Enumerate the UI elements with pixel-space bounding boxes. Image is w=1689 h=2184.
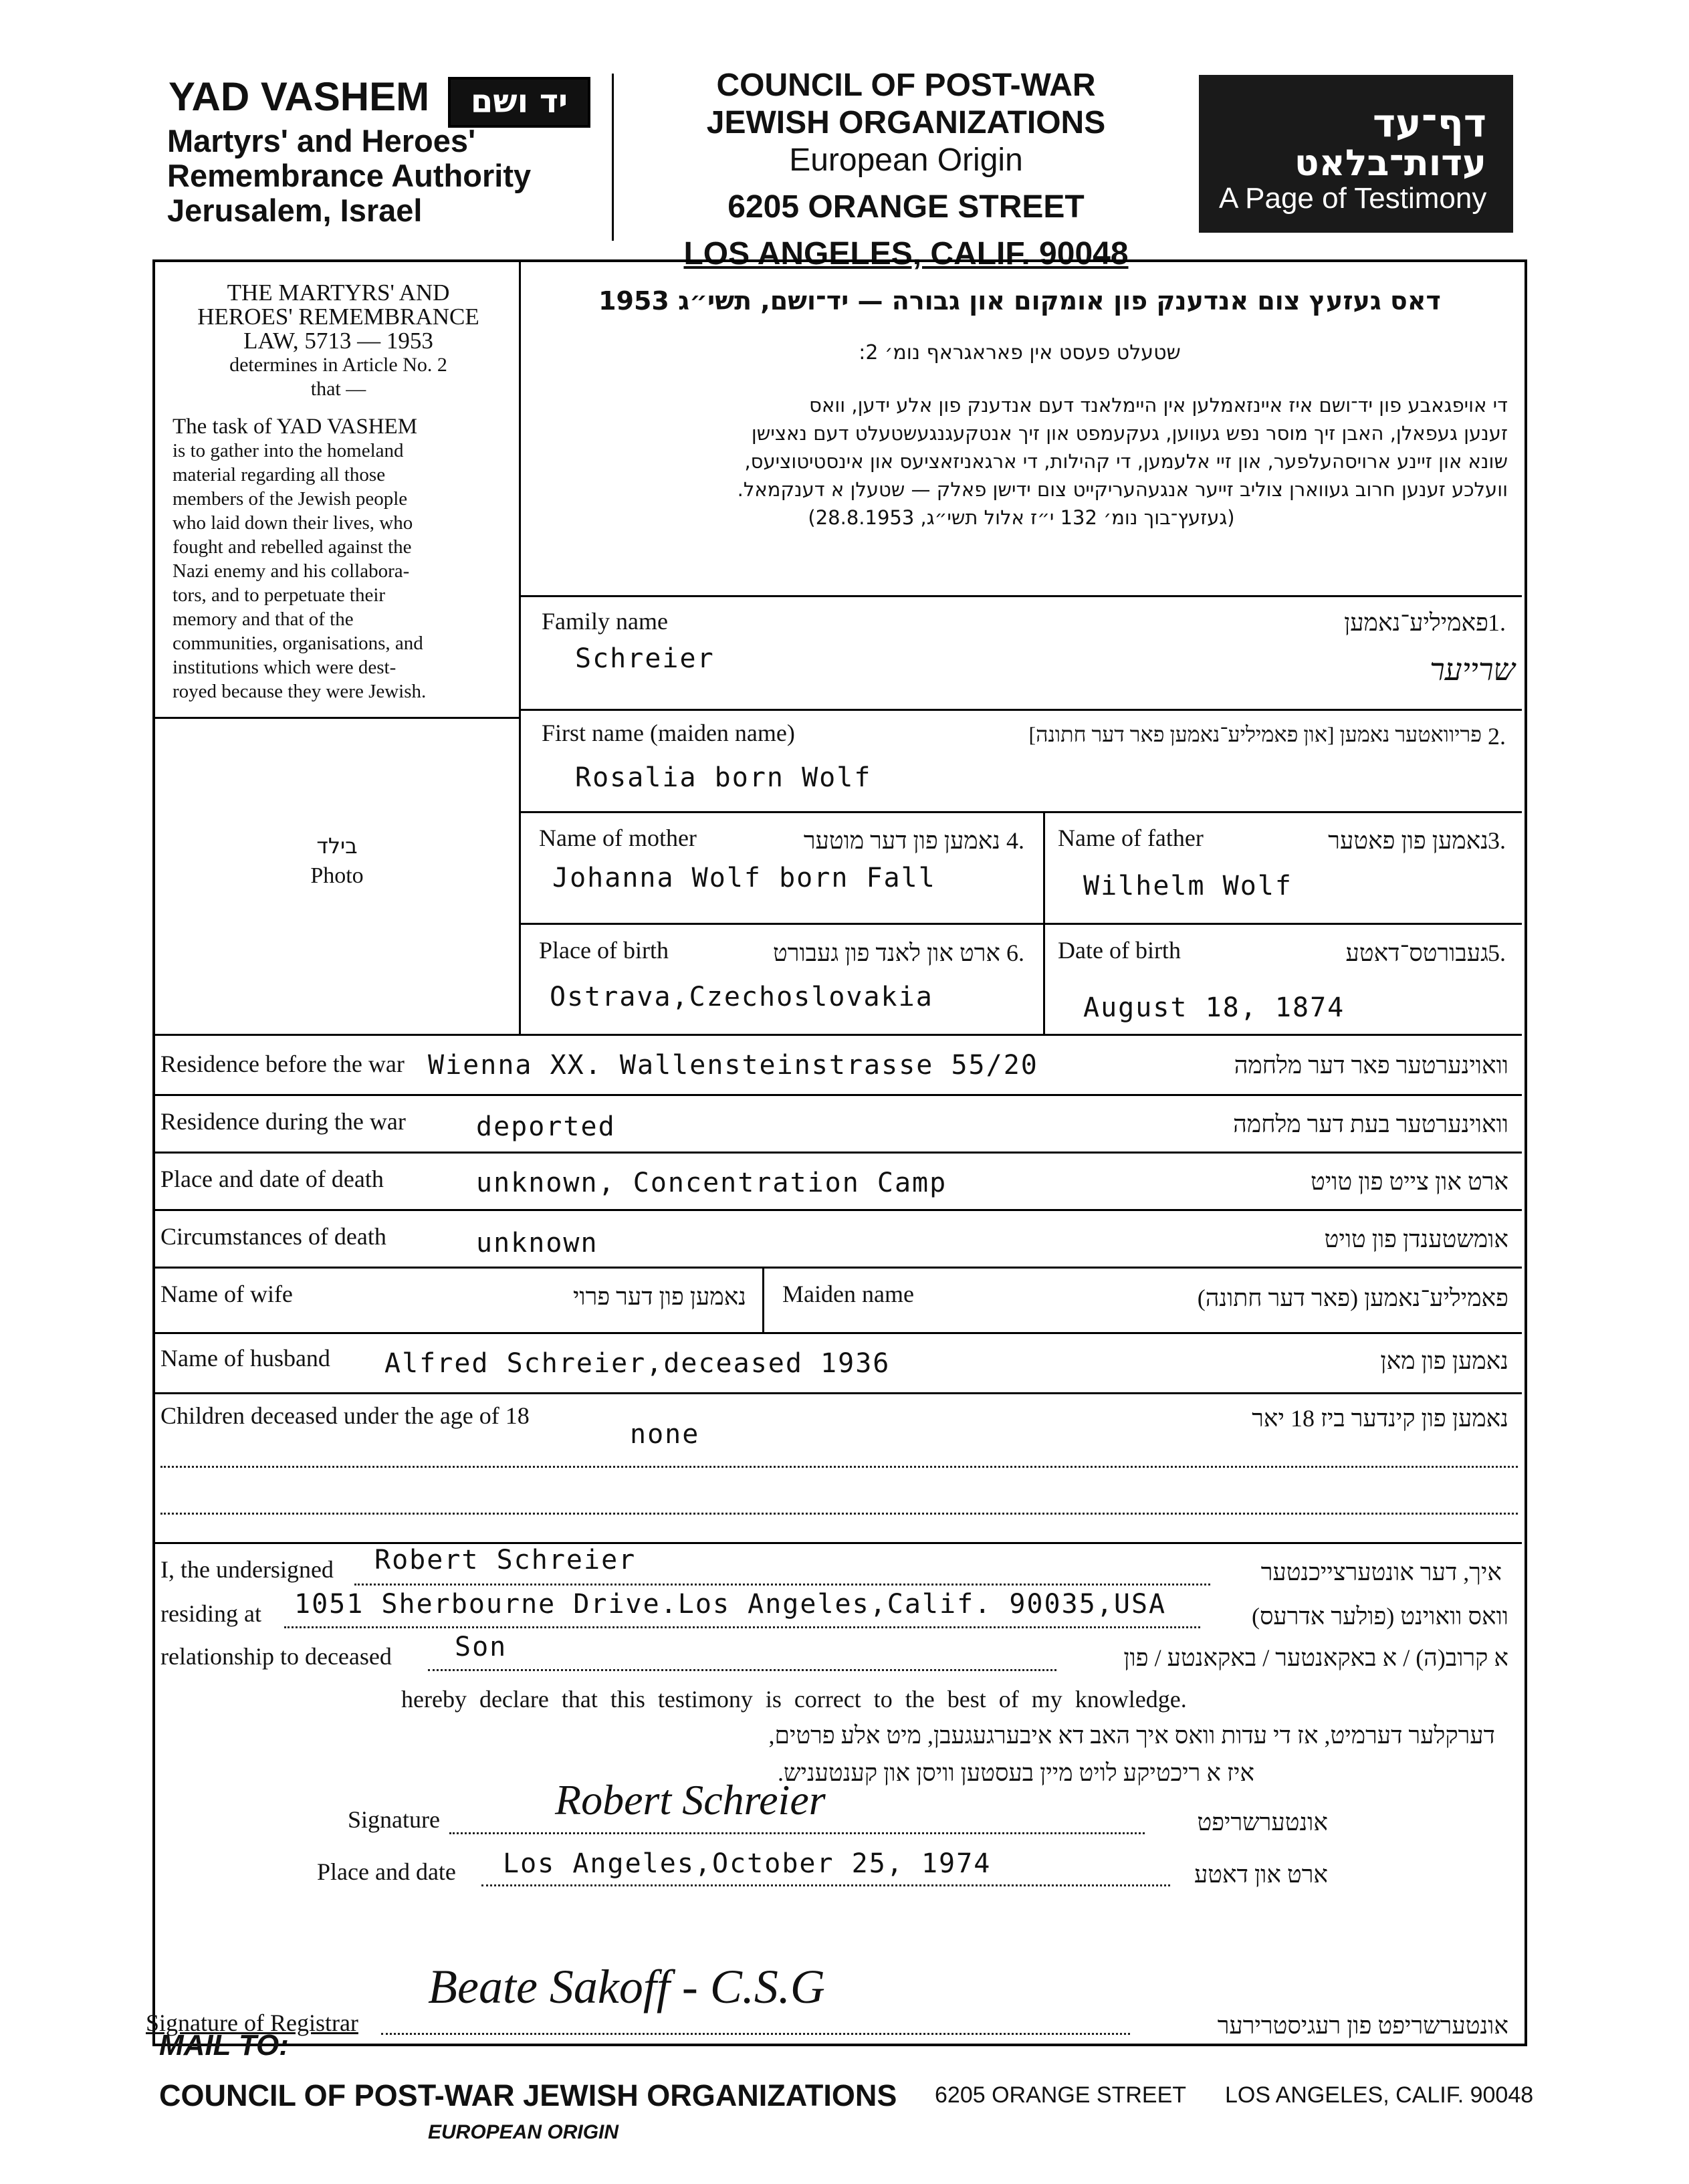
law-heading-line: HEROES' REMEMBRANCE bbox=[197, 304, 479, 330]
photo-label-hebrew: בילד bbox=[316, 833, 358, 859]
relationship-value: Son bbox=[455, 1632, 508, 1662]
first-name-hebrew: פריוואטער נאמען [און פאמיליע־נאמען פאר דער חתונה] bbox=[1028, 722, 1482, 746]
mother-name-num: 4. bbox=[1006, 827, 1024, 854]
residence-during-value: deported bbox=[476, 1111, 616, 1142]
law-body bbox=[173, 415, 512, 703]
registrar-signature: Beate Sakoff - C.S.G bbox=[428, 1960, 825, 2013]
place-date-line bbox=[481, 1884, 1170, 1886]
residence-during-hebrew: וואוינערטער בעת דער מלחמה bbox=[1233, 1111, 1508, 1137]
row-divider bbox=[155, 1542, 1522, 1544]
yiddish-law-line: זענען געפאלן, האבן זיך מוסר נפש געווען, געקעמפט און זיך אנטקעגנגעשטעלט דעם נאצישן bbox=[751, 422, 1508, 445]
header-divider bbox=[612, 74, 614, 241]
undersigned-label: I, the undersigned bbox=[160, 1556, 334, 1583]
declaration-statement: hereby declare that this testimony is correct to the best of my knowledge. bbox=[401, 1686, 1187, 1713]
signature-line bbox=[449, 1832, 1145, 1834]
birth-place-hebrew: ארט און לאנד פון געבורט bbox=[773, 940, 1000, 966]
footer-street: 6205 ORANGE STREET bbox=[935, 2082, 1187, 2108]
father-name-value: Wilhelm Wolf bbox=[1083, 871, 1292, 901]
row-divider bbox=[155, 1034, 1522, 1036]
org-address bbox=[167, 124, 531, 228]
law-body-line: institutions which were dest- bbox=[173, 657, 397, 678]
signature-hebrew: אונטערשריפט bbox=[1197, 1809, 1328, 1836]
residence-before-value: Wienna XX. Wallensteinstrasse 55/20 bbox=[428, 1050, 1038, 1081]
birth-date-value: August 18, 1874 bbox=[1083, 992, 1345, 1023]
badge-hebrew-1: דף־עד bbox=[1372, 100, 1486, 146]
children-line bbox=[160, 1466, 1518, 1468]
yiddish-law-line: שונא און זיינע ארויסהעלפער, און זיי אלעמען, די קהילות, די ארגאניזאציעס און אינסטיטוציעס, bbox=[744, 450, 1508, 473]
yiddish-law-title: דאס געזעץ צום אנדענק פון אומקום און גבורה — יד־ושם, תשי״ג 1953 bbox=[598, 286, 1441, 316]
father-name-num: 3. bbox=[1488, 827, 1506, 854]
place-date-hebrew: ארט און דאטע bbox=[1194, 1861, 1328, 1888]
row-divider bbox=[155, 1267, 1522, 1269]
yiddish-law-body bbox=[535, 391, 1508, 532]
law-heading-line: LAW, 5713 — 1953 bbox=[243, 328, 433, 354]
undersigned-line bbox=[354, 1584, 1210, 1586]
signature-value: Robert Schreier bbox=[555, 1776, 826, 1824]
birth-place-num: 6. bbox=[1006, 940, 1024, 966]
yiddish-law-line: וועלכע זענען חרוב געווארן צוליב זייער אנגעהעריקייט צום ידישן פאלק — שטעלן א דענקמאל. bbox=[737, 478, 1508, 501]
footer-city: LOS ANGELES, CALIF. 90048 bbox=[1225, 2082, 1534, 2108]
birth-date-label: Date of birth bbox=[1058, 937, 1181, 964]
family-name-label: Family name bbox=[542, 608, 668, 635]
family-name-handwritten: שרייער bbox=[1430, 653, 1515, 687]
registrar-label: Signature of Registrar bbox=[146, 2009, 358, 2036]
law-body-line: Nazi enemy and his collabora- bbox=[173, 560, 410, 582]
residence-before-label: Residence before the war bbox=[160, 1051, 405, 1077]
law-body-line: material regarding all those bbox=[173, 464, 386, 485]
org-line: Martyrs' and Heroes' bbox=[167, 123, 476, 158]
residing-hebrew: וואס וואוינט (פולער אדרעס) bbox=[1251, 1603, 1508, 1630]
law-body-line: memory and that of the bbox=[173, 609, 354, 630]
residing-label: residing at bbox=[160, 1600, 261, 1627]
law-heading bbox=[160, 281, 516, 401]
badge-english: A Page of Testimony bbox=[1219, 182, 1487, 215]
residence-before-hebrew: וואוינערטער פאר דער מלחמה bbox=[1234, 1052, 1508, 1079]
maiden-name-hebrew: פאמיליע־נאמען (פאר דער חתונה) bbox=[1197, 1285, 1508, 1311]
father-name-hebrew: נאמען פון פאטער bbox=[1328, 827, 1488, 854]
law-body-line: is to gather into the homeland bbox=[173, 440, 404, 461]
yad-vashem-title: YAD VASHEM bbox=[168, 74, 430, 119]
death-place-label: Place and date of death bbox=[160, 1166, 384, 1192]
mother-name-value: Johanna Wolf born Fall bbox=[552, 863, 936, 893]
mother-name-hebrew: נאמען פון דער מוטער bbox=[803, 827, 1000, 854]
council-title: COUNCIL OF POST-WAR bbox=[716, 68, 1096, 103]
registrar-line bbox=[381, 2033, 1130, 2035]
org-line: Remembrance Authority bbox=[167, 158, 532, 193]
row-divider bbox=[155, 1209, 1522, 1211]
death-place-hebrew: ארט און צייט פון טויט bbox=[1311, 1168, 1508, 1195]
registrar-hebrew: אונטערשריפט פון רעגיסטרירער bbox=[1217, 2012, 1508, 2039]
mail-to: MAIL TO: bbox=[159, 2029, 289, 2062]
col-divider bbox=[1043, 811, 1045, 1034]
law-body-line: The task of YAD VASHEM bbox=[173, 415, 418, 439]
place-date-label: Place and date bbox=[317, 1858, 456, 1885]
residing-line bbox=[284, 1626, 1200, 1628]
death-place-value: unknown, Concentration Camp bbox=[476, 1168, 947, 1198]
first-name-label: First name (maiden name) bbox=[542, 720, 795, 746]
children-line bbox=[160, 1513, 1518, 1515]
death-circumstances-label: Circumstances of death bbox=[160, 1223, 386, 1250]
yad-vashem-hebrew-logo: יד ושם bbox=[448, 77, 590, 128]
row-divider bbox=[155, 1152, 1522, 1154]
photo-area bbox=[155, 720, 519, 1034]
children-hebrew: נאמען פון קינדער ביז 18 יאר bbox=[1252, 1405, 1508, 1432]
first-name-value: Rosalia born Wolf bbox=[575, 762, 872, 793]
family-name-hebrew: פאמיליע־נאמען bbox=[1344, 609, 1488, 636]
relationship-hebrew: א קרוב(ה) / א באקאנטער / באקאנטע / פון bbox=[1123, 1644, 1508, 1671]
yad-vashem-logo bbox=[168, 74, 429, 120]
death-circumstances-value: unknown bbox=[476, 1228, 598, 1259]
children-value: none bbox=[630, 1419, 700, 1450]
yiddish-law-ref: (געזעץ־בוך נומ׳ 132 י״ז אלול תשי״ג, 28.8.1953) bbox=[808, 506, 1235, 529]
badge-hebrew-2: עדות־בלאט bbox=[1294, 142, 1486, 184]
wife-name-label: Name of wife bbox=[160, 1281, 293, 1307]
residing-value: 1051 Sherbourne Drive.Los Angeles,Calif. 90035,USA bbox=[294, 1589, 1167, 1620]
birth-place-label: Place of birth bbox=[539, 937, 669, 964]
row-divider bbox=[155, 1332, 1522, 1334]
children-label: Children deceased under the age of 18 bbox=[160, 1402, 530, 1429]
birth-place-value: Ostrava,Czechoslovakia bbox=[550, 982, 933, 1012]
col-divider bbox=[762, 1267, 764, 1332]
council-city: LOS ANGELES, CALIF. 90048 bbox=[683, 236, 1129, 271]
first-name-num: 2. bbox=[1488, 723, 1506, 750]
signature-label: Signature bbox=[348, 1806, 440, 1833]
birth-date-hebrew: געבורטס־דאטע bbox=[1345, 940, 1488, 966]
row-divider bbox=[155, 1094, 1522, 1096]
row-divider bbox=[519, 595, 1522, 597]
law-heading-line: determines in Article No. 2 bbox=[229, 354, 447, 376]
family-name-value: Schreier bbox=[575, 643, 715, 674]
undersigned-value: Robert Schreier bbox=[374, 1545, 637, 1575]
law-body-line: royed because they were Jewish. bbox=[173, 681, 427, 702]
death-circumstances-hebrew: אומשטענדן פון טויט bbox=[1324, 1226, 1508, 1252]
law-body-line: who laid down their lives, who bbox=[173, 512, 413, 534]
photo-label: Photo bbox=[310, 863, 364, 888]
residence-during-label: Residence during the war bbox=[160, 1108, 406, 1135]
father-name-label: Name of father bbox=[1058, 825, 1204, 851]
husband-name-value: Alfred Schreier,deceased 1936 bbox=[384, 1348, 891, 1379]
family-name-num: 1. bbox=[1488, 609, 1506, 636]
law-heading-line: that — bbox=[310, 378, 366, 400]
council-title-2: JEWISH ORGANIZATIONS bbox=[706, 105, 1106, 140]
place-date-value: Los Angeles,October 25, 1974 bbox=[503, 1848, 992, 1879]
council-block bbox=[659, 67, 1153, 273]
undersigned-hebrew: איך, דער אונטערצייכנטער bbox=[1260, 1559, 1502, 1586]
law-divider bbox=[155, 717, 519, 719]
declaration-hebrew-2: איז א ריכטיקע לויט מיין בעסטען וויסן און קענטעניש. bbox=[778, 1759, 1254, 1786]
husband-name-label: Name of husband bbox=[160, 1345, 330, 1372]
yiddish-law-subtitle: שטעלט פעסט אין פאראגראף נומ׳ 2: bbox=[859, 341, 1181, 364]
row-divider bbox=[519, 811, 1522, 813]
law-body-line: fought and rebelled against the bbox=[173, 536, 412, 558]
declaration-hebrew-1: דערקלער דערמיט, אז די עדות וואס איך האב דא איבערגעגעבן, מיט אלע פרטים, bbox=[768, 1722, 1495, 1749]
law-body-line: tors, and to perpetuate their bbox=[173, 584, 386, 606]
row-divider bbox=[519, 709, 1522, 711]
wife-name-hebrew: נאמען פון דער פרוי bbox=[572, 1283, 746, 1310]
footer-org: COUNCIL OF POST-WAR JEWISH ORGANIZATIONS bbox=[159, 2078, 897, 2112]
council-origin: European Origin bbox=[789, 142, 1023, 178]
law-body-line: communities, organisations, and bbox=[173, 633, 423, 654]
husband-name-hebrew: נאמען פון מאן bbox=[1380, 1347, 1508, 1374]
law-heading-line: THE MARTYRS' AND bbox=[227, 280, 450, 306]
row-divider bbox=[519, 923, 1522, 925]
relationship-label: relationship to deceased bbox=[160, 1643, 392, 1670]
yiddish-law-line: די אויפגאבע פון יד־ושם איז איינזאמלען אין היימלאנד דעם אנדענק פון אלע ידען, וואס bbox=[809, 394, 1508, 417]
footer-origin: EUROPEAN ORIGIN bbox=[428, 2121, 619, 2143]
relationship-line bbox=[428, 1669, 1056, 1671]
org-line: Jerusalem, Israel bbox=[167, 193, 423, 228]
council-street: 6205 ORANGE STREET bbox=[727, 189, 1085, 225]
testimony-badge bbox=[1199, 75, 1513, 233]
law-body-line: members of the Jewish people bbox=[173, 488, 408, 510]
birth-date-num: 5. bbox=[1488, 940, 1506, 966]
mother-name-label: Name of mother bbox=[539, 825, 697, 851]
row-divider bbox=[155, 1392, 1522, 1394]
maiden-name-label: Maiden name bbox=[782, 1281, 914, 1307]
left-column-divider bbox=[519, 262, 521, 1034]
